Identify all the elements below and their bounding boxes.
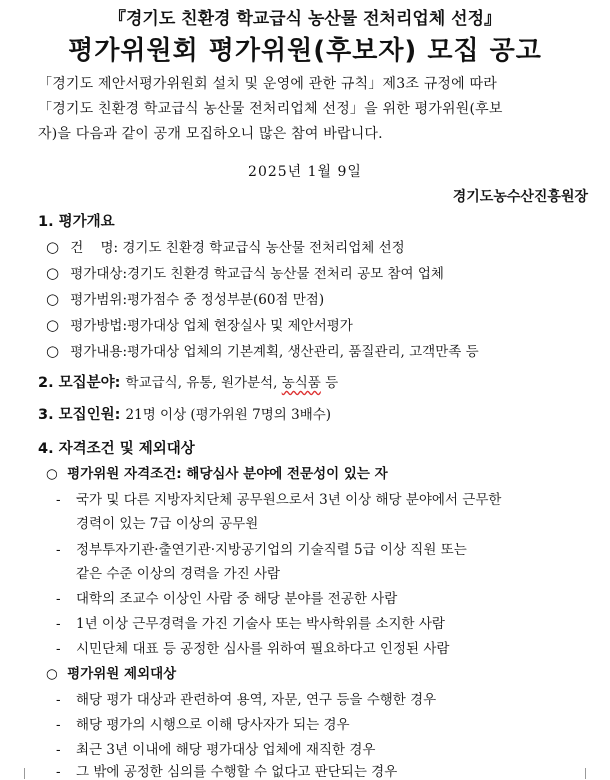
qualification-text: 국가 및 다른 지방자치단체 공무원으로서 3년 이상 해당 분야에서 근무한 <box>76 492 502 508</box>
qualification-item <box>56 637 449 657</box>
circle-bullet-icon: ○ <box>46 316 60 334</box>
page-corner-mark <box>575 768 586 779</box>
circle-bullet-icon: ○ <box>46 290 60 308</box>
overview-item <box>46 262 444 282</box>
page-corner-mark <box>24 768 35 779</box>
overview-item <box>46 340 479 360</box>
intro-line: 「경기도 제안서평가위원회 설치 및 운영에 관한 규칙」제3조 규정에 따라 <box>38 76 497 92</box>
section-1-heading: 1. 평가개요 <box>38 214 115 230</box>
issuer-name: 경기도농수산진흥원장 <box>452 189 588 205</box>
overview-label: 평가대상: <box>70 266 128 282</box>
qualification-item <box>56 587 397 607</box>
dash-bullet: - <box>56 764 61 780</box>
overview-label: 평가방법: <box>70 318 128 334</box>
section-3-label: 3. 모집인원: <box>38 407 126 423</box>
intro-paragraph <box>38 72 584 147</box>
document-subtitle: 『경기도 친환경 학교급식 농산물 전처리업체 선정』 <box>108 9 502 29</box>
qualification-text: 정부투자기관·출연기관·지방공기업의 기술직렬 5급 이상 직원 또는 <box>76 542 467 558</box>
exclusion-item <box>56 713 350 733</box>
overview-text: 평가대상 업체 현장실사 및 제안서평가 <box>127 318 353 334</box>
qualification-item <box>56 612 445 632</box>
qualification-text: 대학의 조교수 이상인 사람 중 해당 분야를 전공한 사람 <box>76 591 398 607</box>
exclusion-text: 최근 3년 이내에 해당 평가대상 업체에 재직한 경우 <box>76 742 376 758</box>
overview-label: 평가내용: <box>70 344 128 360</box>
section-2-value-wavy: 농식품 <box>281 375 321 391</box>
intro-line: 「경기도 친환경 학교급식 농산물 전처리업체 선정」을 위한 평가위원(후보 <box>38 101 503 117</box>
exclusion-text: 해당 평가 대상과 관련하여 용역, 자문, 연구 등을 수행한 경우 <box>76 692 437 708</box>
circle-bullet-icon: ○ <box>46 238 60 256</box>
overview-item <box>46 288 324 308</box>
dash-bullet: - <box>56 717 61 733</box>
exclusion-text: 그 밖에 공정한 심의를 수행할 수 없다고 판단되는 경우 <box>76 764 398 780</box>
overview-item <box>46 236 405 256</box>
dash-bullet: - <box>56 616 61 632</box>
dash-bullet: - <box>56 591 61 607</box>
section-2-value-prefix: 학교급식, 유통, 원가분석, <box>125 375 282 391</box>
overview-text: 경기도 친환경 학교급식 농산물 전처리 공모 참여 업체 <box>127 266 444 282</box>
section-2-value-suffix: 등 <box>320 375 339 391</box>
dash-bullet: - <box>56 542 61 558</box>
qualification-continuation: 같은 수준 이상의 경력을 가진 사람 <box>76 566 281 582</box>
overview-text: 평가점수 중 정성부분(60점 만점) <box>127 292 325 308</box>
section-2-label: 2. 모집분야: <box>38 375 126 391</box>
circle-bullet-icon: ○ <box>46 342 60 360</box>
announcement-date: 2025년 1월 9일 <box>248 164 362 180</box>
overview-label: 건 명: <box>70 240 123 256</box>
intro-line: 자)을 다음과 같이 공개 모집하오니 많은 참여 바랍니다. <box>38 126 383 142</box>
exclusion-item <box>56 738 375 758</box>
qualification-text: 1년 이상 근무경력을 가진 기술사 또는 박사학위를 소지한 사람 <box>76 616 445 632</box>
overview-item <box>46 314 353 334</box>
qualification-item <box>56 538 467 558</box>
qualification-text: 시민단체 대표 등 공정한 심사를 위하여 필요하다고 인정된 사람 <box>76 641 450 657</box>
exclusion-text: 해당 평가의 시행으로 이해 당사자가 되는 경우 <box>76 717 350 733</box>
qualification-item <box>56 488 501 508</box>
dash-bullet: - <box>56 641 61 657</box>
circle-bullet-icon: ○ <box>46 264 60 282</box>
exclusion-item <box>56 760 397 780</box>
overview-text: 평가대상 업체의 기본계획, 생산관리, 품질관리, 고객만족 등 <box>127 344 479 360</box>
section-3-heading <box>38 403 331 424</box>
qualification-continuation: 경력이 있는 7급 이상의 공무원 <box>76 516 259 532</box>
document-title: 평가위원회 평가위원(후보자) 모집 공고 <box>68 36 542 66</box>
exclusion-heading: ○ 평가위원 제외대상 <box>46 666 177 682</box>
section-2-heading <box>38 371 338 392</box>
dash-bullet: - <box>56 692 61 708</box>
section-3-value: 21명 이상 (평가위원 7명의 3배수) <box>125 407 332 423</box>
overview-text: 경기도 친환경 학교급식 농산물 전처리업체 선정 <box>122 240 405 256</box>
dash-bullet: - <box>56 492 61 508</box>
dash-bullet: - <box>56 742 61 758</box>
qualification-heading: ○ 평가위원 자격조건: 해당심사 분야에 전문성이 있는 자 <box>46 466 388 482</box>
overview-label: 평가범위: <box>70 292 128 308</box>
exclusion-item <box>56 688 436 708</box>
section-4-heading: 4. 자격조건 및 제외대상 <box>38 441 195 457</box>
